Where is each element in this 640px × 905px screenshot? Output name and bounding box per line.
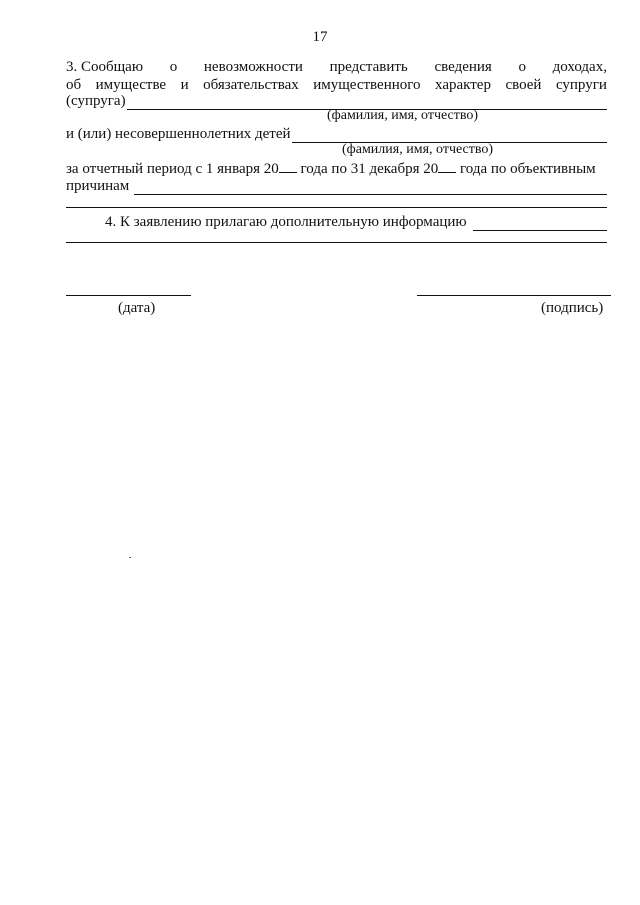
- section3-line1-word: доходах,: [552, 59, 607, 75]
- section3-line2-word: имуществе: [95, 77, 167, 93]
- period-text-1: за отчетный период с 1 января 20: [66, 161, 279, 177]
- section4-line: [105, 213, 607, 231]
- reasons-field[interactable]: [134, 181, 607, 195]
- section3-line1-word: о: [169, 59, 178, 75]
- year-start-field[interactable]: [279, 160, 297, 173]
- section3-line1: [66, 58, 607, 76]
- spouse-prefix: (супруга): [66, 93, 126, 109]
- section3-line2-word: характер: [435, 77, 491, 93]
- reasons-line: [66, 177, 607, 195]
- children-line: [66, 125, 607, 143]
- reasons-continuation-field[interactable]: [66, 207, 607, 208]
- date-field[interactable]: [66, 295, 191, 296]
- page-number: 17: [312, 29, 328, 45]
- additional-info-field[interactable]: [473, 217, 607, 231]
- spouse-caption: (фамилия, имя, отчество): [327, 108, 479, 123]
- section3-line1-word: сведения: [434, 59, 492, 75]
- children-caption: (фамилия, имя, отчество): [342, 142, 494, 157]
- year-end-field[interactable]: [438, 160, 456, 173]
- section3-line1-word: о: [518, 59, 526, 75]
- reasons-prefix: причинам: [66, 178, 130, 194]
- scan-speck: [129, 557, 131, 558]
- children-prefix: и (или) несовершеннолетних детей: [66, 126, 291, 142]
- additional-info-continuation-field[interactable]: [66, 242, 607, 243]
- section3-line2-word: имущественного: [313, 77, 421, 93]
- period-line: [66, 160, 607, 178]
- section3-line1-word: невозможности: [203, 59, 303, 75]
- period-text-3: года по объективным: [456, 161, 596, 177]
- section3-line2-word: своей: [505, 77, 542, 93]
- section3-line1-word: представить: [329, 59, 408, 75]
- signature-field[interactable]: [417, 295, 611, 296]
- section4-text: 4. К заявлению прилагаю дополнительную информацию: [105, 214, 467, 230]
- section3-line1-word: 3. Сообщаю: [66, 59, 144, 75]
- section3-line2-word: об: [66, 77, 82, 93]
- children-name-field[interactable]: [292, 129, 607, 143]
- period-text-2: года по 31 декабря 20: [296, 161, 439, 177]
- section3-line2-word: обязательствах: [203, 77, 299, 93]
- section3-line2-word: и: [180, 77, 189, 93]
- section3-line2-word: супруги: [555, 77, 607, 93]
- signature-caption: (подпись): [541, 300, 604, 316]
- date-caption: (дата): [118, 300, 156, 316]
